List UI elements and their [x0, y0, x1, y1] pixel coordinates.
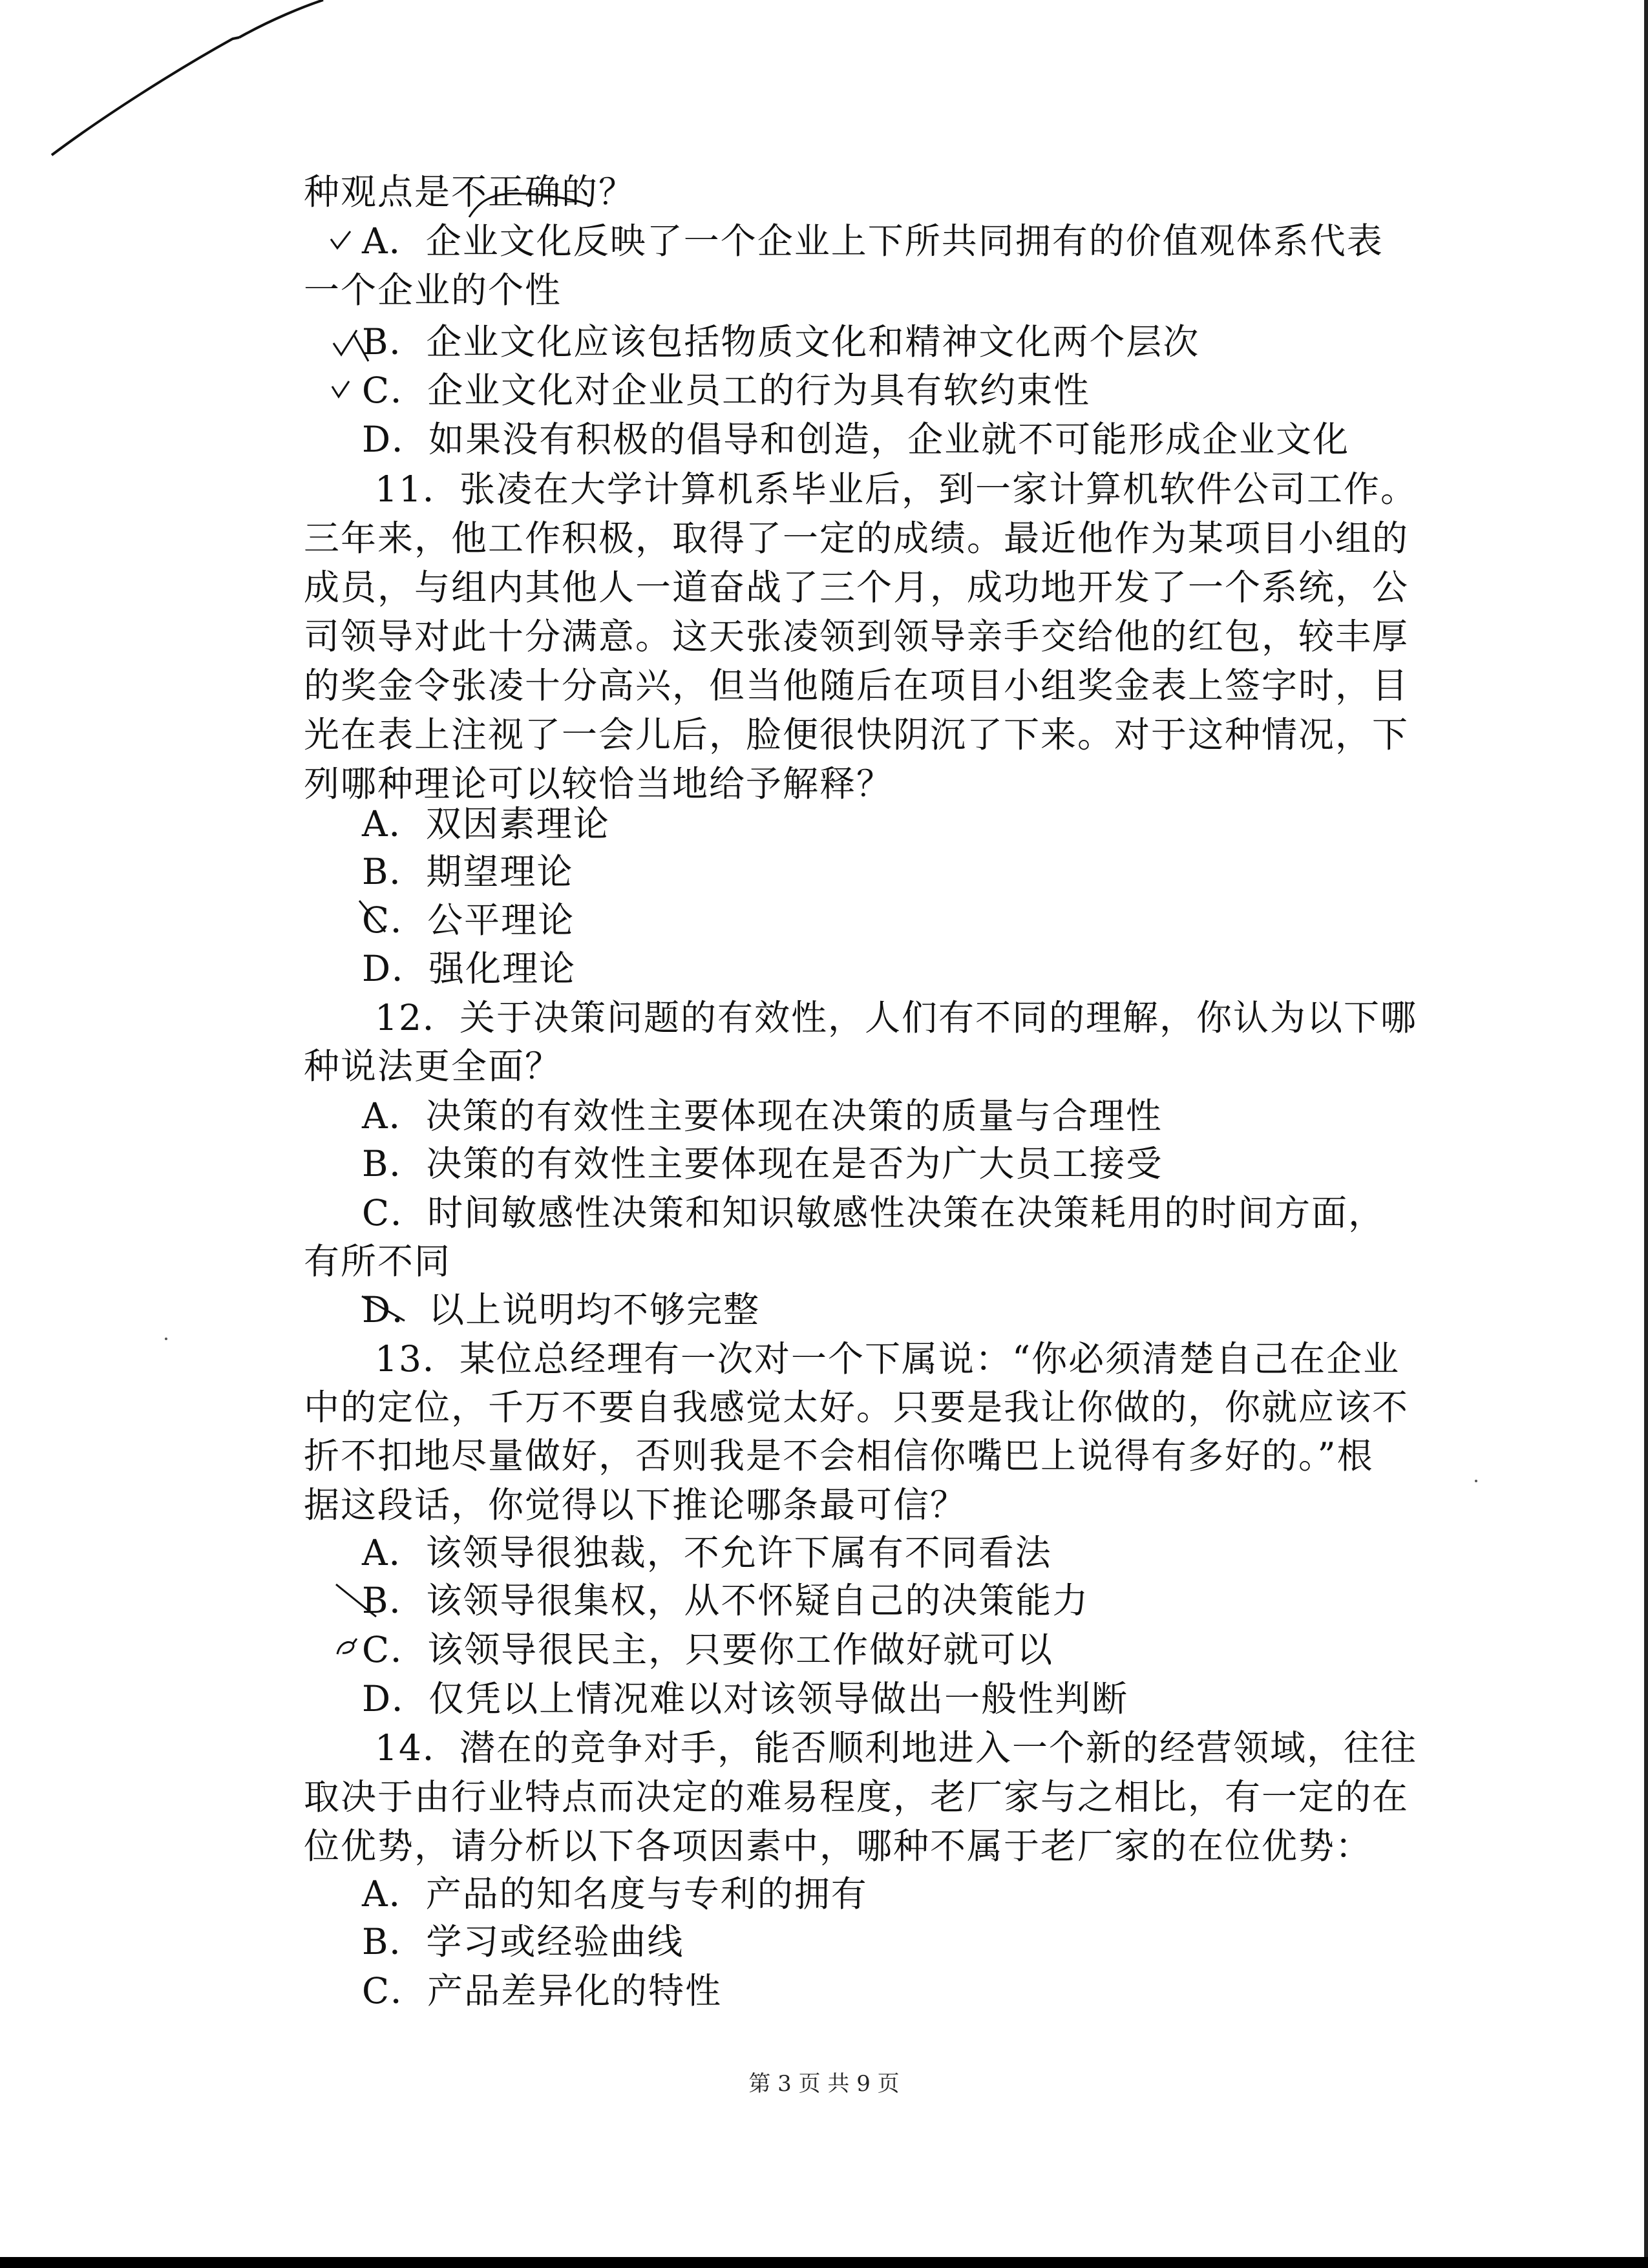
text-line-12: 光在表上注视了一会儿后，脸便很快阴沉了下来。对于这种情况，下 [304, 714, 1410, 755]
text-line-15: B．期望理论 [362, 851, 574, 892]
cross-out-mark [333, 1580, 385, 1619]
text-line-31: C．该领导很民主，只要你工作做好就可以 [362, 1629, 1054, 1670]
text-line-4: B．企业文化应该包括物质文化和精神文化两个层次 [362, 321, 1200, 362]
text-line-22: C．时间敏感性决策和知识敏感性决策在决策耗用的时间方面， [362, 1192, 1386, 1234]
cross-out-mark [354, 897, 393, 936]
scan-speck [1475, 1480, 1477, 1482]
text-line-6: D．如果没有积极的倡导和创造，企业就不可能形成企业文化 [362, 419, 1350, 460]
check-mark [331, 326, 370, 362]
pen-stroke-mark [45, 0, 330, 162]
text-line-25: 13．某位总经理有一次对一个下属说：“你必须清楚自己在企业 [375, 1338, 1400, 1380]
text-line-14: A．双因素理论 [362, 803, 610, 845]
text-line-10: 司领导对此十分满意。这天张凌领到领导亲手交给他的红包，较丰厚 [304, 616, 1410, 657]
text-line-11: 的奖金令张凌十分高兴，但当他随后在项目小组奖金表上签字时，目 [304, 665, 1410, 706]
scan-edge-bottom [0, 2257, 1648, 2268]
text-line-30: B．该领导很集权，从不怀疑自己的决策能力 [362, 1580, 1090, 1621]
text-line-35: 位优势，请分析以下各项因素中，哪种不属于老厂家的在位优势： [304, 1825, 1373, 1867]
text-line-28: 据这段话，你觉得以下推论哪条最可信？ [304, 1484, 967, 1526]
text-line-24: D．以上说明均不够完整 [362, 1289, 761, 1330]
text-line-29: A．该领导很独裁，不允许下属有不同看法 [362, 1532, 1052, 1573]
text-line-26: 中的定位，千万不要自我感觉太好。只要是我让你做的，你就应该不 [304, 1387, 1410, 1428]
text-line-34: 取决于由行业特点而决定的难易程度，老厂家与之相比，有一定的在 [304, 1776, 1410, 1818]
handwritten-mark [333, 1635, 359, 1661]
underline-annotation [465, 186, 595, 225]
text-line-9: 成员，与组内其他人一道奋战了三个月，成功地开发了一个系统，公 [304, 567, 1410, 608]
text-line-2: A．企业文化反映了一个企业上下所共同拥有的价值观体系代表 [362, 220, 1384, 262]
text-line-1: 种观点是不正确的？ [304, 171, 636, 213]
page-footer: 第 3 页 共 9 页 [748, 2071, 900, 2097]
cross-out-mark [359, 1291, 411, 1323]
text-line-16: C．公平理论 [362, 899, 575, 941]
text-line-23: 有所不同 [304, 1241, 452, 1282]
text-line-20: A．决策的有效性主要体现在决策的质量与合理性 [362, 1095, 1163, 1137]
text-line-13: 列哪种理论可以较恰当地给予解释？ [304, 763, 894, 804]
text-line-36: A．产品的知名度与专利的拥有 [362, 1873, 868, 1915]
scan-speck [165, 1338, 167, 1340]
text-line-7: 11．张凌在大学计算机系毕业后，到一家计算机软件公司工作。 [375, 468, 1417, 510]
check-mark [328, 227, 354, 253]
text-line-33: 14．潜在的竞争对手，能否顺利地进入一个新的经营领域，往往 [375, 1727, 1417, 1769]
text-line-17: D．强化理论 [362, 948, 576, 989]
text-line-18: 12．关于决策问题的有效性，人们有不同的理解，你认为以下哪 [375, 997, 1417, 1038]
text-line-32: D．仅凭以上情况难以对该领导做出一般性判断 [362, 1678, 1129, 1719]
text-line-21: B．决策的有效性主要体现在是否为广大员工接受 [362, 1143, 1163, 1184]
text-line-3: 一个企业的个性 [304, 269, 562, 311]
check-mark [330, 377, 353, 401]
scan-edge-right [1644, 0, 1648, 2268]
text-line-37: B．学习或经验曲线 [362, 1921, 684, 1962]
text-line-38: C．产品差异化的特性 [362, 1970, 723, 2011]
text-line-27: 折不扣地尽量做好，否则我是不会相信你嘴巴上说得有多好的。”根 [304, 1435, 1374, 1476]
text-line-19: 种说法更全面？ [304, 1045, 562, 1087]
text-line-8: 三年来，他工作积极，取得了一定的成绩。最近他作为某项目小组的 [304, 518, 1410, 559]
text-line-5: C．企业文化对企业员工的行为具有软约束性 [362, 370, 1091, 411]
